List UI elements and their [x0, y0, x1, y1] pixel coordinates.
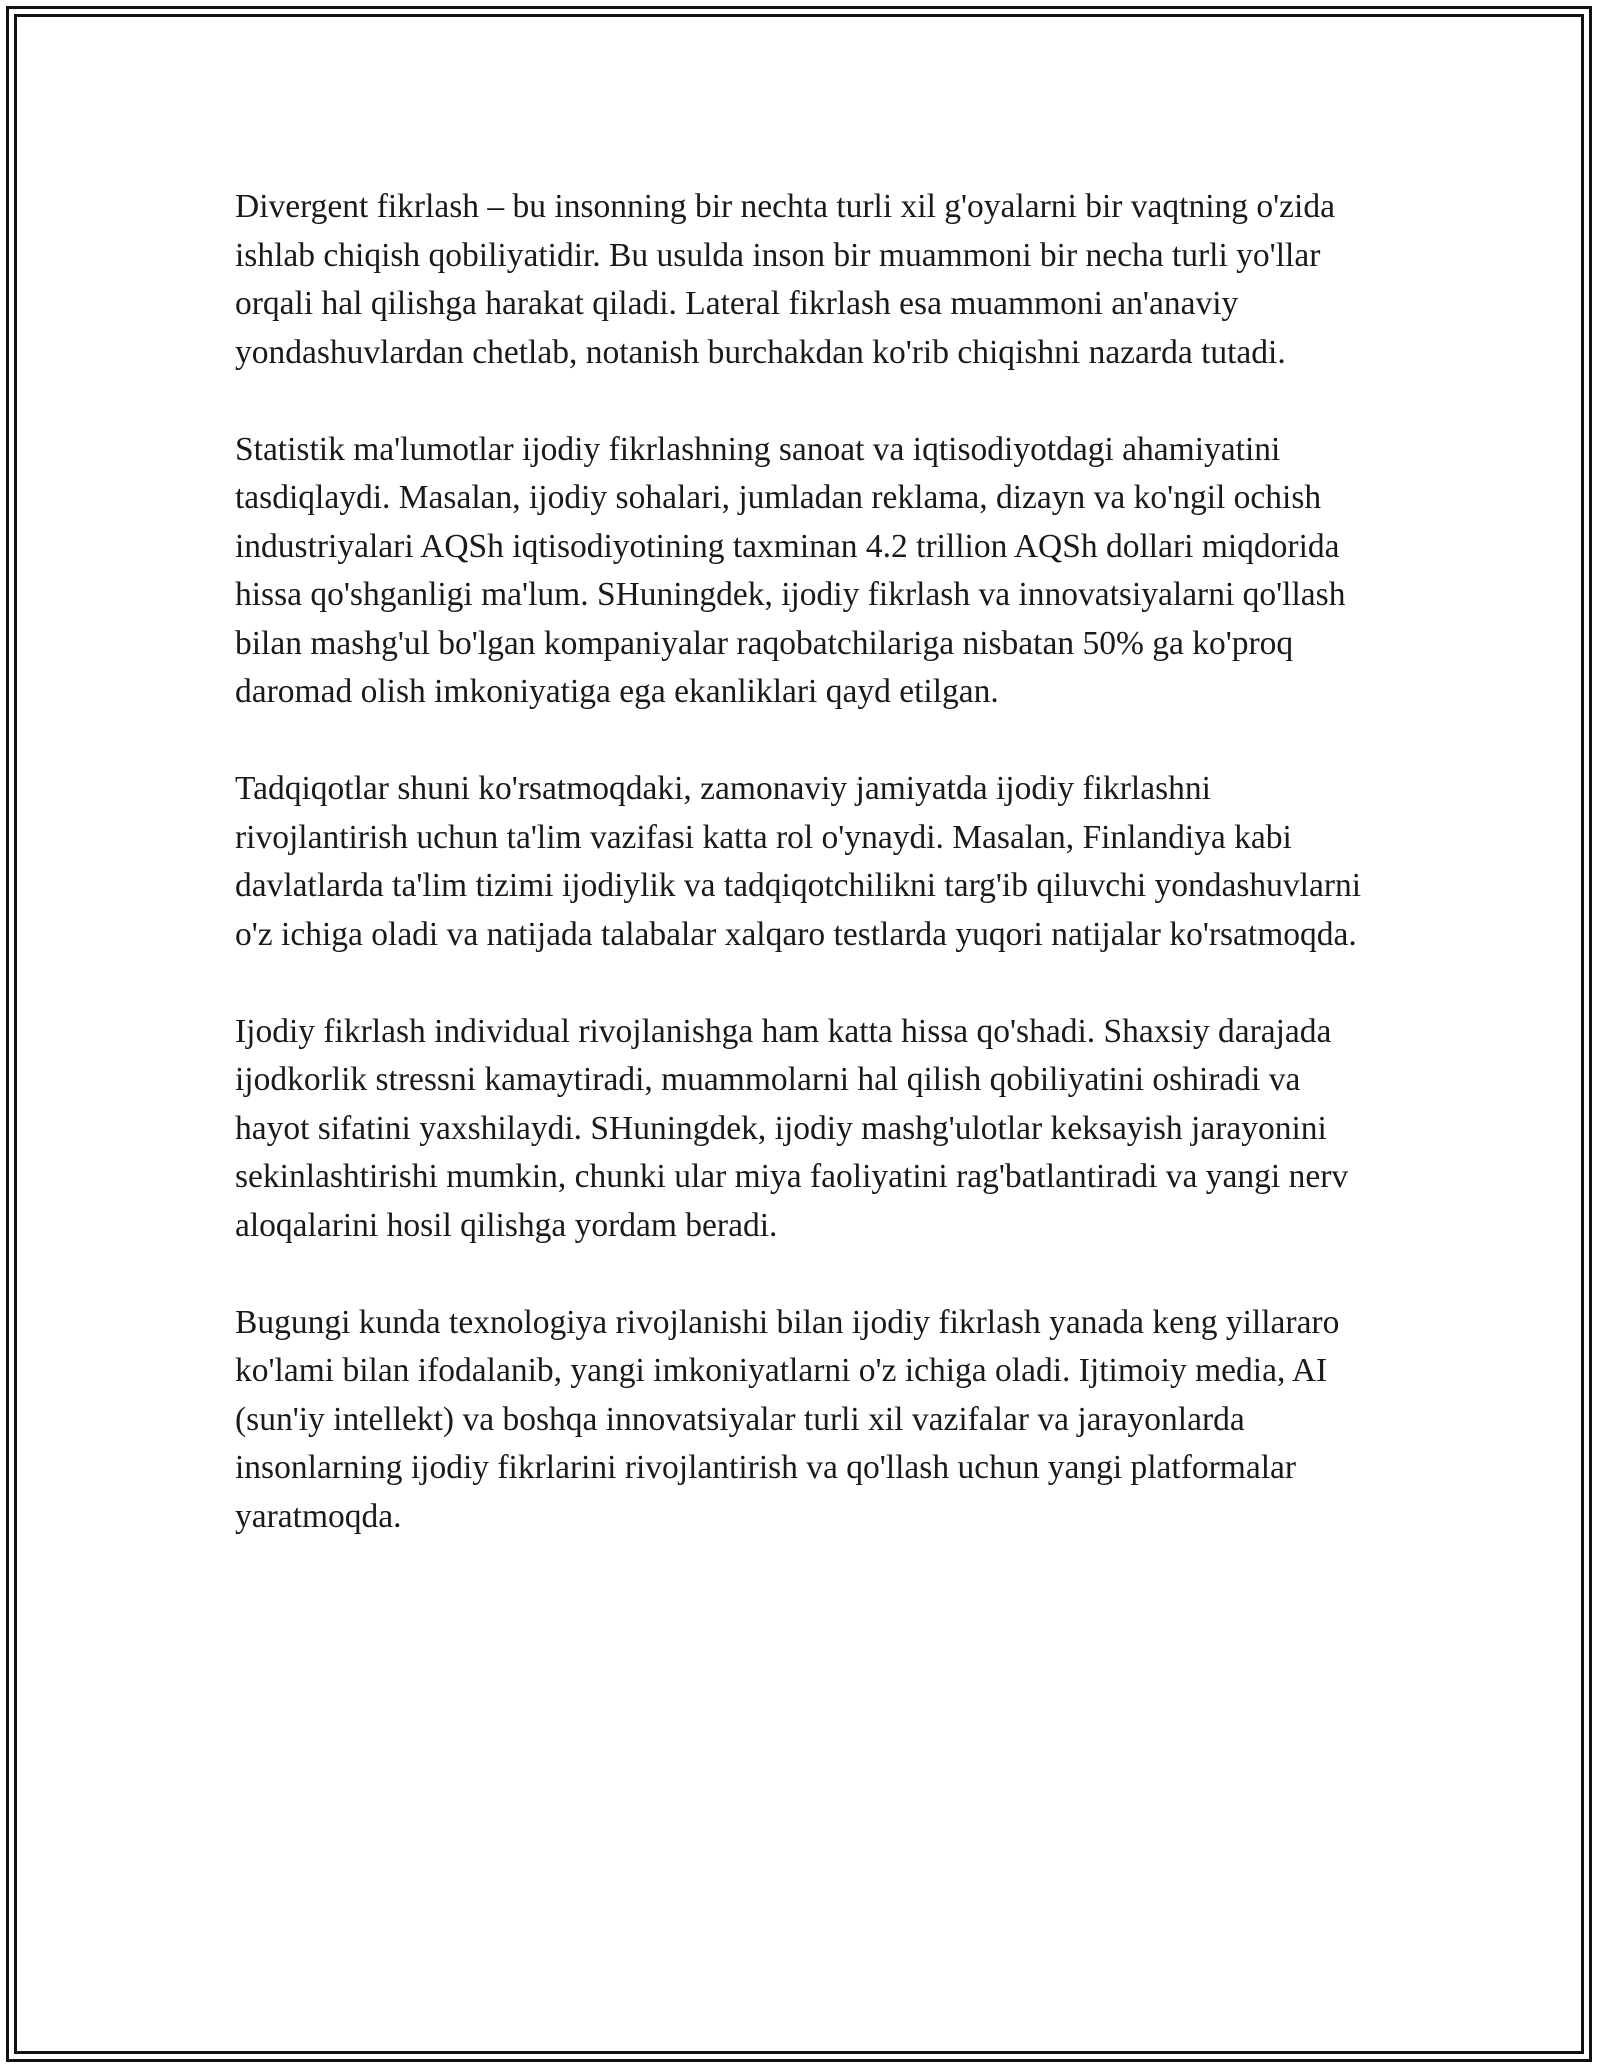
paragraph-technology: Bugungi kunda texnologiya rivojlanishi bilan ijodiy fikrlash yanada keng yillararo ko'lami bilan ifodalanib, yangi imkoniyatlarni o'z ichiga oladi. Ijtimoiy media, AI (sun'iy intellekt) va boshqa innovatsiyalar turli xil vazifalar va jarayonlarda insonlarning ijodiy fikrlarini rivojlantirish va qo'llash uchun yangi platformalar yaratmoqda.	[235, 1303, 1340, 1535]
paragraph-individual-development: Ijodiy fikrlash individual rivojlanishga ham katta hissa qo'shadi. Shaxsiy darajada ijodkorlik stressni kamaytiradi, muammolarni hal qilish qobiliyatini oshiradi va hayot sifatini yaxshilaydi. SHuningdek, ijodiy mashg'ulotlar keksayish jarayonini sekinlashtirishi mumkin, chunki ular miya faoliyatini rag'batlantiradi va yangi nerv aloqalarini hosil qilishga yordam beradi.	[235, 1012, 1349, 1244]
paragraph-statistics: Statistik ma'lumotlar ijodiy fikrlashning sanoat va iqtisodiyotdagi ahamiyatini tasdiqlaydi. Masalan, ijodiy sohalari, jumladan reklama, dizayn va ko'ngil ochish industriyalari AQSh iqtisodiyotining taxminan 4.2 trillion AQSh dollari miqdorida hissa qo'shganligi ma'lum. SHuningdek, ijodiy fikrlash va innovatsiyalarni qo'llash bilan mashg'ul bo'lgan kompaniyalar raqobatchilariga nisbatan 50% ga ko'proq daromad olish imkoniyatiga ega ekanliklari qayd etilgan.	[235, 430, 1346, 710]
paragraph-research-education: Tadqiqotlar shuni ko'rsatmoqdaki, zamonaviy jamiyatda ijodiy fikrlashni rivojlantirish uchun ta'lim vazifasi katta rol o'ynaydi. Masalan, Finlandiya kabi davlatlarda ta'lim tizimi ijodiylik va tadqiqotchilikni targ'ib qiluvchi yondashuvlarni o'z ichiga oladi va natijada talabalar xalqaro testlarda yuqori natijalar ko'rsatmoqda.	[235, 770, 1362, 953]
document-body	[235, 183, 1370, 1590]
paragraph-divergent-thinking: Divergent fikrlash – bu insonning bir nechta turli xil g'oyalarni bir vaqtning o'zida ishlab chiqish qobiliyatidir. Bu usulda inson bir muammoni bir necha turli yo'llar orqali hal qilishga harakat qiladi. Lateral fikrlash esa muammoni an'anaviy yondashuvlardan chetlab, notanish burchakdan ko'rib chiqishni nazarda tutadi.	[235, 188, 1335, 371]
